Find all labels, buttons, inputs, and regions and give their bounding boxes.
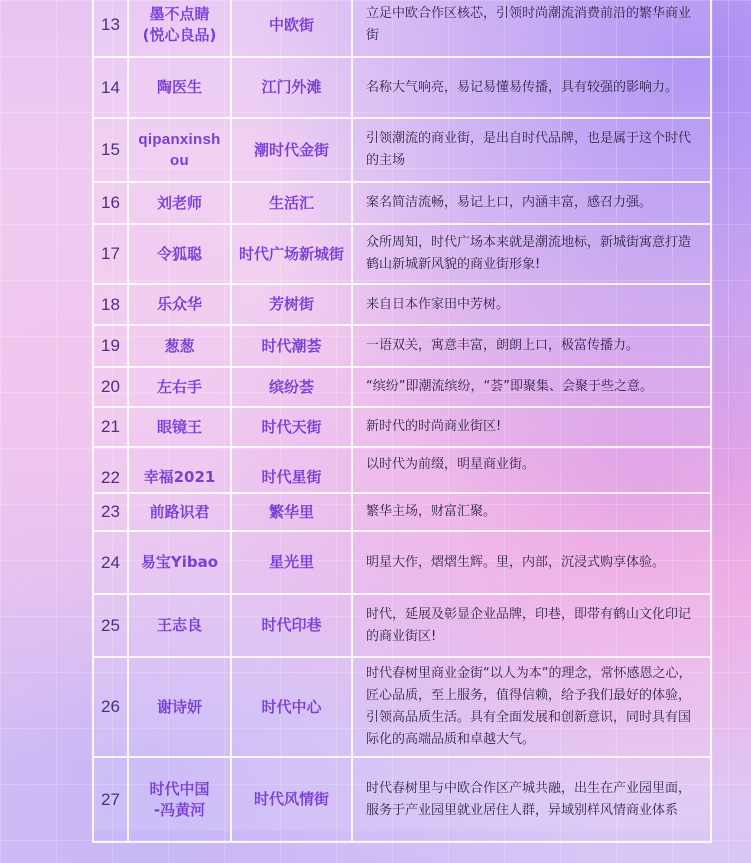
name-rationale: 引领潮流的商业街，是出自时代品牌，也是属于这个时代的主场 [353,119,712,183]
name-rationale: “缤纷”即潮流缤纷，“荟”即聚集、会聚于些之意。 [353,368,712,408]
table-row [92,758,712,843]
entrant-name-line: -冯黄河 [153,800,206,819]
entrant-name [129,0,232,58]
entry-number: 20 [92,368,129,408]
entrant-name [129,326,232,368]
proposed-street-name: 生活汇 [232,183,353,225]
entry-number: 13 [92,0,129,58]
entry-number: 15 [92,119,129,183]
entry-number: 24 [92,532,129,595]
name-rationale: 繁华主场，财富汇聚。 [353,494,712,532]
entrant-name-line: 墨不点睛 [149,5,210,23]
entry-number: 14 [92,58,129,119]
entrant-name-line: (悦心良品) [142,26,217,44]
name-rationale: 案名简洁流畅，易记上口，内涵丰富，感召力强。 [353,183,712,225]
entry-number: 18 [92,285,129,326]
proposed-street-name: 时代风情街 [232,758,353,843]
table-row [92,494,712,532]
table-row [92,448,712,494]
entrant-name-line: 谢诗妍 [156,697,202,716]
entrant-name-line: 前路识君 [149,502,210,521]
entrant-name-line: 幸福2021 [143,468,216,486]
entry-number: 26 [92,658,129,758]
proposed-street-name: 缤纷荟 [232,368,353,408]
name-rationale: 名称大气响亮，易记易懂易传播，具有较强的影响力。 [353,58,712,119]
proposed-street-name: 时代中心 [232,658,353,758]
entrant-name [129,448,232,494]
table-row [92,532,712,595]
entrant-name-line: 乐众华 [156,295,202,313]
proposed-street-name: 时代广场新城街 [232,225,353,285]
entrant-name [129,368,232,408]
table-row [92,183,712,225]
entry-number: 16 [92,183,129,225]
entrant-name-line: 易宝Yibao [140,553,219,571]
entrant-name [129,285,232,326]
entrant-name [129,494,232,532]
entrant-name-line: 刘老师 [156,193,202,212]
entrant-name [129,119,232,183]
proposed-street-name: 芳树街 [232,285,353,326]
name-rationale: 来自日本作家田中芳树。 [353,285,712,326]
name-rationale: 以时代为前缀，明星商业街。 [353,448,712,494]
table-row [92,595,712,658]
name-rationale: 时代春树里与中欧合作区产城共融，出生在产业园里面，服务于产业园里就业居住人群，异域别样风情商业体系 [353,758,712,843]
table-row [92,58,712,119]
proposed-street-name: 时代星街 [232,448,353,494]
proposed-street-name: 星光里 [232,532,353,595]
table-row [92,0,712,58]
entrant-name [129,758,232,843]
name-rationale: 众所周知，时代广场本来就是潮流地标，新城街寓意打造鹤山新城新风貌的商业街形象! [353,225,712,285]
entry-number: 21 [92,408,129,448]
table-row [92,326,712,368]
proposed-street-name: 中欧街 [232,0,353,58]
proposed-street-name: 繁华里 [232,494,353,532]
name-rationale: 时代春树里商业金街“以人为本”的理念，常怀感恩之心，匠心品质，至上服务，值得信赖，给予我们最好的体验，引领高品质生活。具有全面发展和创新意识，同时具有国际化的高端品质和卓越大气。 [353,658,712,758]
name-rationale: 一语双关，寓意丰富，朗朗上口，极富传播力。 [353,326,712,368]
name-rationale: 新时代的时尚商业街区! [353,408,712,448]
table-row [92,225,712,285]
name-rationale: 时代，延展及彰显企业品牌，印巷，即带有鹤山文化印记的商业街区! [353,595,712,658]
entrant-name-line: 眼镜王 [156,417,202,436]
entrant-name [129,658,232,758]
proposed-street-name: 时代潮荟 [232,326,353,368]
entry-number: 22 [92,448,129,494]
entrant-name-line: qipanxinsh [138,131,221,148]
table-row [92,658,712,758]
table-row [92,285,712,326]
table-row [92,119,712,183]
entrant-name [129,225,232,285]
naming-entries-table [92,0,712,843]
entrant-name-line: ou [170,152,189,169]
entrant-name-line: 葱葱 [164,336,195,355]
entrant-name-line: 时代中国 [149,779,210,798]
proposed-street-name: 潮时代金街 [232,119,353,183]
proposed-street-name: 江门外滩 [232,58,353,119]
entry-number: 17 [92,225,129,285]
proposed-street-name: 时代印巷 [232,595,353,658]
entrant-name [129,408,232,448]
entrant-name-line: 王志良 [156,616,202,634]
name-rationale: 明星大作，熠熠生辉。里，内部，沉浸式购享体验。 [353,532,712,595]
entry-number: 23 [92,494,129,532]
table-row [92,408,712,448]
entry-number: 19 [92,326,129,368]
proposed-street-name: 时代天街 [232,408,353,448]
entry-number: 27 [92,758,129,843]
entrant-name [129,58,232,119]
entrant-name [129,532,232,595]
entrant-name [129,183,232,225]
entrant-name-line: 令狐聪 [156,244,202,263]
entrant-name-line: 左右手 [156,377,202,396]
table-row [92,368,712,408]
name-rationale: 立足中欧合作区核芯，引领时尚潮流消费前沿的繁华商业街 [353,0,712,58]
entry-number: 25 [92,595,129,658]
entrant-name [129,595,232,658]
entrant-name-line: 陶医生 [156,78,202,96]
